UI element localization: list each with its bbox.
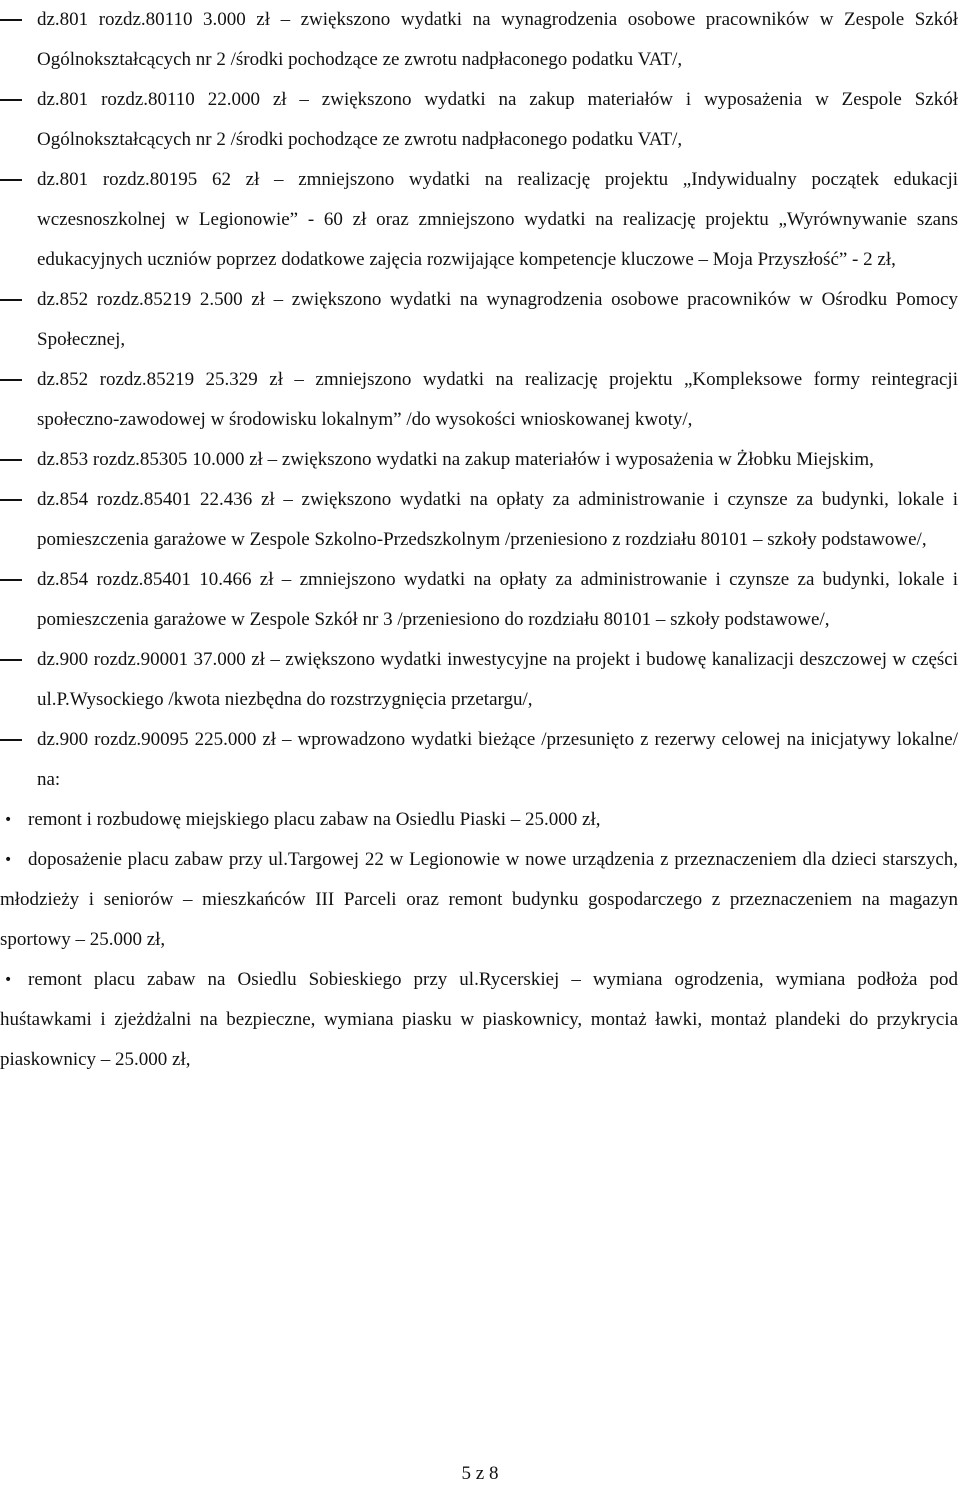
list-item: dz.854 rozdz.85401 10.466 zł – zmniejszono wydatki na opłaty za administrowanie i czynsze za budynki, lokale i pomieszczenia garażowe w Zespole Szkół nr 3 /przeniesiono do rozdziału 80101 – szkoły podstawowe/, [0,560,960,640]
list-item: dz.801 rozdz.80110 3.000 zł – zwiększono wydatki na wynagrodzenia osobowe pracowników w Zespole Szkół Ogólnokształcących nr 2 /środki pochodzące ze zwrotu nadpłaconego podatku VAT/, [0,0,960,80]
list-item: dz.801 rozdz.80195 62 zł – zmniejszono wydatki na realizację projektu „Indywidualny początek edukacji wczesnoszkolnej w Legionowie” - 60 zł oraz zmniejszono wydatki na realizację projektu „Wyrównywanie szans edukacyjnych uczniów poprzez dodatkowe zajęcia rozwijające kompetencje kluczowe – Moja Przyszłość” - 2 zł, [0,160,960,280]
list-item: dz.854 rozdz.85401 22.436 zł – zwiększono wydatki na opłaty za administrowanie i czynsze za budynki, lokale i pomieszczenia garażowe w Zespole Szkolno-Przedszkolnym /przeniesiono z rozdziału 80101 – szkoły podstawowe/, [0,480,960,560]
list-item: dz.900 rozdz.90095 225.000 zł – wprowadzono wydatki bieżące /przesunięto z rezerwy celowej na inicjatywy lokalne/ na: [0,720,960,800]
list-item: dz.853 rozdz.85305 10.000 zł – zwiększono wydatki na zakup materiałów i wyposażenia w Żłobku Miejskim, [0,440,960,480]
list-item: dz.852 rozdz.85219 2.500 zł – zwiększono wydatki na wynagrodzenia osobowe pracowników w Ośrodku Pomocy Społecznej, [0,280,960,360]
bullet-icon: • [4,972,13,988]
list-item: dz.900 rozdz.90001 37.000 zł – zwiększono wydatki inwestycyjne na projekt i budowę kanalizacji deszczowej w części ul.P.Wysockiego /kwota niezbędna do rozstrzygnięcia przetargu/, [0,640,960,720]
local-initiatives-list [0,800,960,1080]
bullet-item-text: doposażenie placu zabaw przy ul.Targowej 22 w Legionowie w nowe urządzenia z przeznaczeniem dla dzieci starszych, młodzieży i seniorów – mieszkańców III Parceli oraz remont budynku gospodarczego z przeznaczeniem na magazyn sportowy – 25.000 zł, [0,849,958,950]
bullet-list-item [0,960,960,1080]
bullet-list-item [0,840,960,960]
bullet-item-text: remont placu zabaw na Osiedlu Sobieskiego przy ul.Rycerskiej – wymiana ogrodzenia, wymiana podłoża pod huśtawkami i zjeżdżalni na bezpieczne, wymiana piasku w piaskownicy, montaż ławki, montaż plandeki do przykrycia piaskownicy – 25.000 zł, [0,969,958,1070]
page-number: 5 z 8 [461,1463,499,1484]
bullet-icon: • [4,812,13,828]
bullet-icon: • [4,852,13,868]
bullet-item-text: remont i rozbudowę miejskiego placu zabaw na Osiedlu Piaski – 25.000 zł, [28,809,601,830]
list-item: dz.852 rozdz.85219 25.329 zł – zmniejszono wydatki na realizację projektu „Kompleksowe formy reintegracji społeczno-zawodowej w środowisku lokalnym” /do wysokości wnioskowanej kwoty/, [0,360,960,440]
list-item: dz.801 rozdz.80110 22.000 zł – zwiększono wydatki na zakup materiałów i wyposażenia w Zespole Szkół Ogólnokształcących nr 2 /środki pochodzące ze zwrotu nadpłaconego podatku VAT/, [0,80,960,160]
bullet-list-item [0,800,960,840]
